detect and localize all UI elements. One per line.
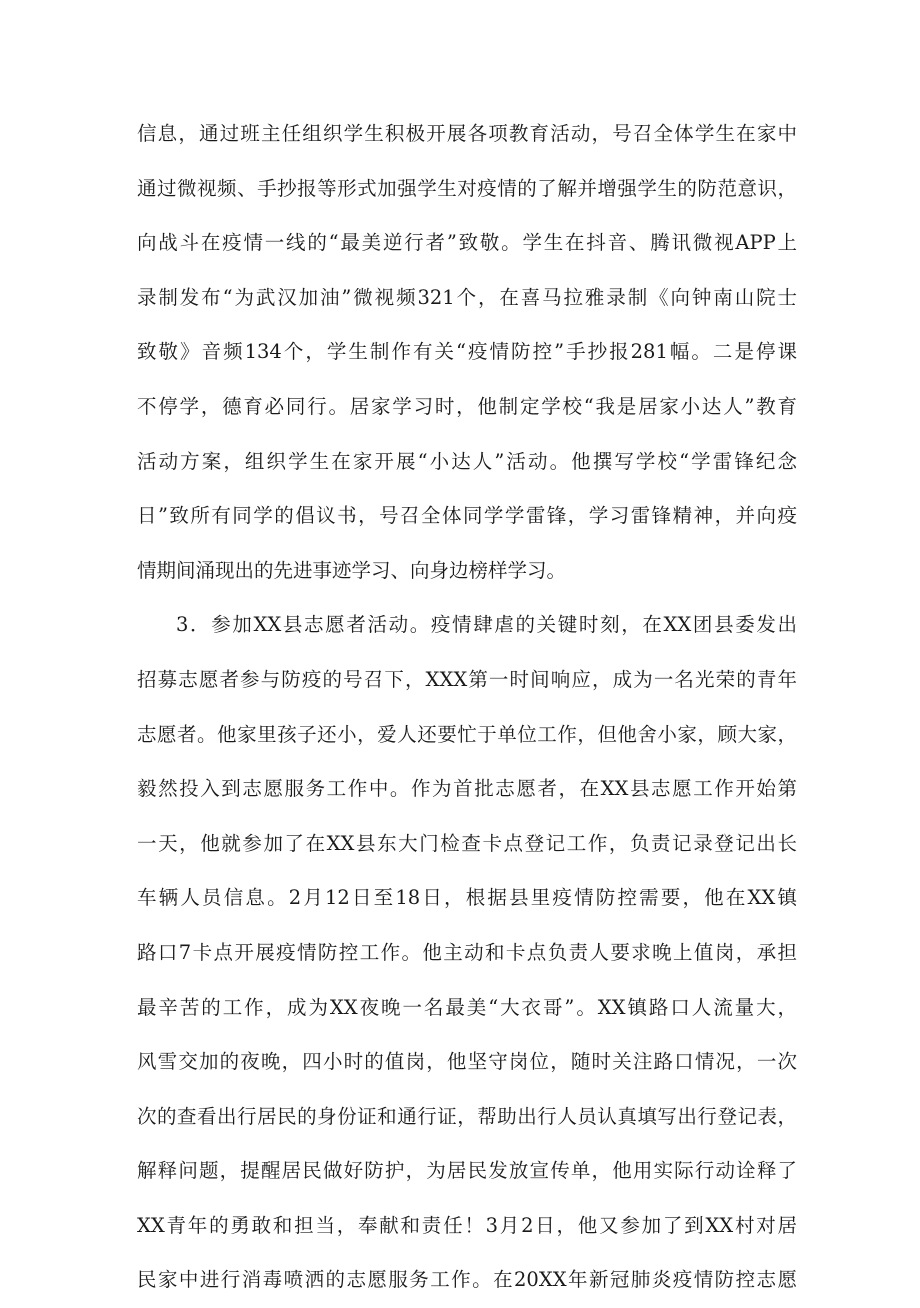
text-line: 致敬》音频134个，学生制作有关“疫情防控”手抄报281幅。二是停课: [137, 340, 797, 364]
paragraph-1: [137, 107, 797, 598]
text-line: 志愿者。他家里孩子还小，爱人还要忙于单位工作，但他舍小家，顾大家，: [137, 722, 797, 746]
text-line: 风雪交加的夜晚，四小时的值岗，他坚守岗位，随时关注路口情况，一次: [137, 1050, 797, 1074]
text-line: 信息，通过班主任组织学生积极开展各项教育活动，号召全体学生在家中: [137, 122, 797, 145]
text-line: 日”致所有同学的倡议书，号召全体同学学雷锋，学习雷锋精神，并向疫: [137, 504, 797, 528]
text-line: 一天，他就参加了在XX县东大门检查卡点登记工作，负责记录登记出长: [137, 831, 797, 855]
text-line: 通过微视频、手抄报等形式加强学生对疫情的了解并增强学生的防范意识，: [137, 176, 797, 200]
text-line: 解释问题，提醒居民做好防护，为居民发放宣传单，他用实际行动诠释了: [137, 1159, 797, 1183]
text-line: 路口7卡点开展疫情防控工作。他主动和卡点负责人要求晚上值岗，承担: [137, 940, 797, 964]
text-line: 车辆人员信息。2月12日至18日，根据县里疫情防控需要，他在XX镇: [137, 886, 797, 910]
text-line: 情期间涌现出的先进事迹学习、向身边榜样学习。: [137, 558, 567, 582]
text-line: 民家中进行消毒喷洒的志愿服务工作。在20XX年新冠肺炎疫情防控志愿: [137, 1268, 797, 1292]
text-line: 次的查看出行居民的身份证和通行证，帮助出行人员认真填写出行登记表，: [137, 1104, 797, 1128]
paragraph-2: [137, 598, 797, 1308]
document-body: [137, 107, 797, 1308]
text-line: 3．参加XX县志愿者活动。疫情肆虐的关键时刻，在XX团县委发出: [176, 613, 797, 637]
text-line: 毅然投入到志愿服务工作中。作为首批志愿者，在XX县志愿工作开始第: [137, 777, 797, 801]
text-line: 录制发布“为武汉加油”微视频321个，在喜马拉雅录制《向钟南山院士: [137, 285, 797, 309]
text-line: 最辛苦的工作，成为XX夜晚一名最美“大衣哥”。XX镇路口人流量大，: [137, 995, 797, 1019]
text-line: 向战斗在疫情一线的“最美逆行者”致敬。学生在抖音、腾讯微视APP上: [137, 231, 797, 255]
text-line: 招募志愿者参与防疫的号召下，XXX第一时间响应，成为一名光荣的青年: [137, 667, 797, 691]
text-line: 活动方案，组织学生在家开展“小达人”活动。他撰写学校“学雷锋纪念: [137, 449, 797, 473]
text-line: 不停学，德育必同行。居家学习时，他制定学校“我是居家小达人”教育: [137, 394, 797, 418]
text-line: XX青年的勇敢和担当，奉献和责任！3月2日，他又参加了到XX村对居: [137, 1213, 797, 1237]
